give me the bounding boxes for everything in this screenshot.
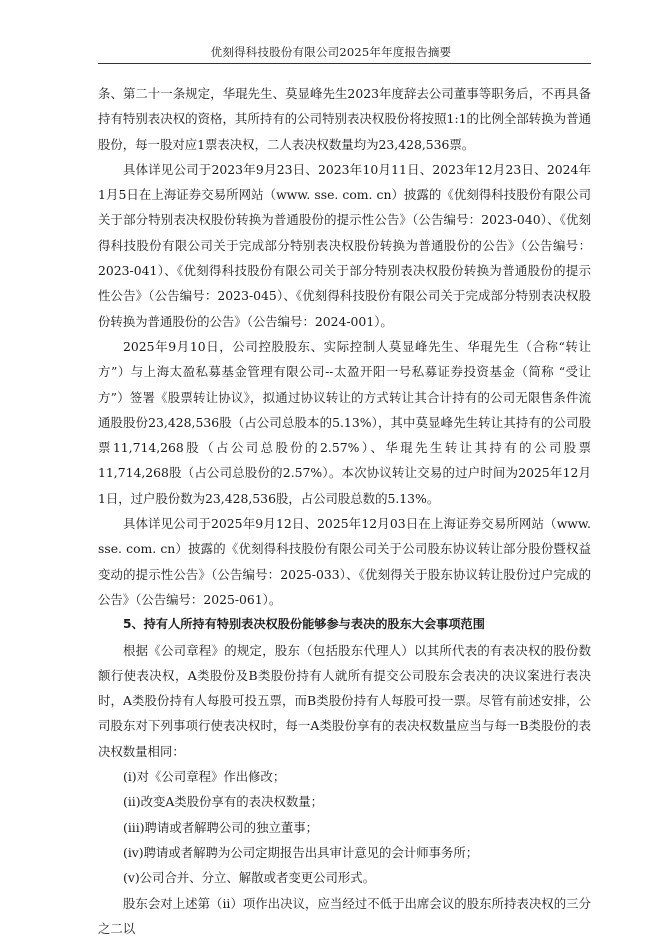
paragraph-share-transfer: 2025年9月10日，公司控股股东、实际控制人莫显峰先生、华琨先生（合称“转让方”）与上海太盈私募基金管理有限公司--太盈开阳一号私募证券投资基金（简称 “受让方”）签署《股票转让协议》，拟通过协议转让的方式转让其合计持有的公司无限售条件流通股股份23,428,536股（占公司总股本的5.13%），其中莫显峰先生转让其持有的公司股票11,714,268股（占公司总股份的2.57%）、华琨先生转让其持有的公司股票11,714,268股（占公司总股份的2.57%）。本次协议转让交易的过户时间为2025年12月1日，过户股份数为23,428,536股，占公司股总数的5.13%。 xyxy=(98,334,591,511)
paragraph-voting-rules: 根据《公司章程》的规定，股东（包括股东代理人）以其所代表的有表决权的股份数额行使表决权，A类股份及B类股份持有人就所有提交公司股东会表决的决议案进行表决时，A类股份持有人每股可投五票，而B类股份持有人每股可投一票。尽管有前述安排，公司股东对下列事项行使表决权时，每一A类股份享有的表决权数量应当与每一B类股份的表决权数量相同： xyxy=(98,638,591,764)
paragraph-disclosure-2025: 具体详见公司于2025年9月12日、2025年12月03日在上海证券交易所网站（www. sse. com. cn）披露的《优刻得科技股份有限公司关于公司股东协议转让部分股份暨权益变动的提示性公告》（公告编号：2025-033）、《优刻得关于股东协议转让股份过户完成的公告》（公告编号：2025-061）。 xyxy=(98,511,591,612)
paragraph-continuation: 条、第二十一条规定，华琨先生、莫显峰先生2023年度辞去公司董事等职务后，不再具备持有特别表决权的资格，其所持有的公司特别表决权股份将按照1:1的比例全部转换为普通股份，每一股对应1票表决权，二人表决权数量均为23,428,536票。 xyxy=(98,81,591,157)
section-heading: 5、持有人所持有特别表决权股份能够参与表决的股东大会事项范围 xyxy=(98,612,591,637)
list-item: (v)公司合并、分立、解散或者变更公司形式。 xyxy=(98,865,591,890)
list-item: (iii)聘请或者解聘公司的独立董事； xyxy=(98,815,591,840)
list-item: (i)对《公司章程》作出修改； xyxy=(98,764,591,789)
list-item: (iv)聘请或者解聘为公司定期报告出具审计意见的会计师事务所； xyxy=(98,840,591,865)
list-item: (ii)改变A类股份享有的表决权数量； xyxy=(98,789,591,814)
page-header-title: 优刻得科技股份有限公司2025年年度报告摘要 xyxy=(0,44,662,60)
paragraph-final: 股东会对上述第（ii）项作出决议，应当经过不低于出席会议的股东所持表决权的三分之二以 xyxy=(98,891,591,941)
paragraph-disclosure-2023: 具体详见公司于2023年9月23日、2023年10月11日、2023年12月23日、2024年1月5日在上海证券交易所网站（www. sse. com. cn）披露的《优刻得科技股份有限公司关于部分特别表决权股份转换为普通股份的提示性公告》（公告编号：2023-040）、《优刻得科技股份有限公司关于完成部分特别表决权股份转换为普通股份的公告》（公告编号：2023-041）、《优刻得科技股份有限公司关于部分特别表决权股份转换为普通股份的提示性公告》（公告编号：2023-045）、《优刻得科技股份有限公司关于完成部分特别表决权股份转换为普通股份的公告》（公告编号：2024-001）。 xyxy=(98,157,591,334)
document-body xyxy=(98,81,591,941)
header-divider xyxy=(98,63,591,64)
